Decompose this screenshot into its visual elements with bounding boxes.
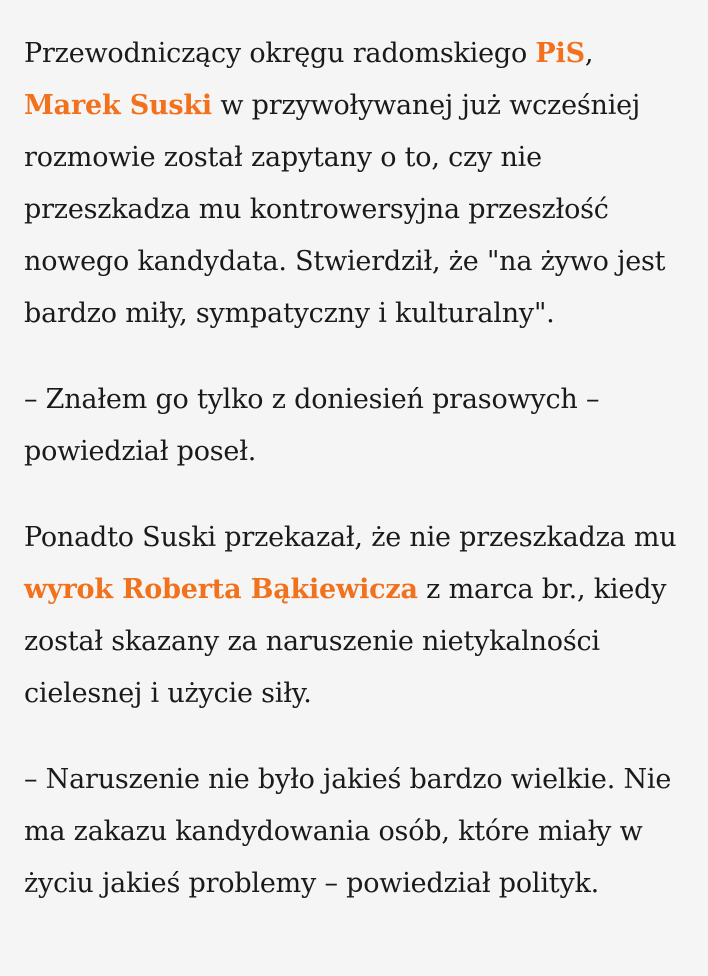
link-pis[interactable]: PiS [535,38,585,69]
paragraph-2: – Znałem go tylko z doniesień prasowych – powiedział poseł. [24,384,600,467]
paragraph-1-text-start: Przewodniczący okręgu radomskiego [24,38,536,69]
link-marek-suski[interactable]: Marek Suski [24,90,212,121]
paragraph-1-separator: , [584,38,594,69]
link-wyrok-bakiewicza[interactable]: wyrok Roberta Bąkiewicza [24,574,418,605]
paragraph-3-text-start: Ponadto Suski przekazał, że nie przeszkadza mu [24,522,677,553]
paragraph-1-text-end: w przywoływanej już wcześniej rozmowie został zapytany o to, czy nie przeszkadza mu kontrowersyjna przeszłość nowego kandydata. Stwierdził, że "na żywo jest bardzo miły, sympatyczny i kulturalny". [24,90,666,329]
paragraph-4: – Naruszenie nie było jakieś bardzo wielkie. Nie ma zakazu kandydowania osób, które miały w życiu jakieś problemy – powiedział polityk. [24,764,672,899]
paragraph-1 [24,28,684,340]
paragraph-3-text-end: z marca br., kiedy został skazany za naruszenie nietykalności cielesnej i użycie siły. [24,574,667,709]
paragraph-3 [24,512,684,720]
